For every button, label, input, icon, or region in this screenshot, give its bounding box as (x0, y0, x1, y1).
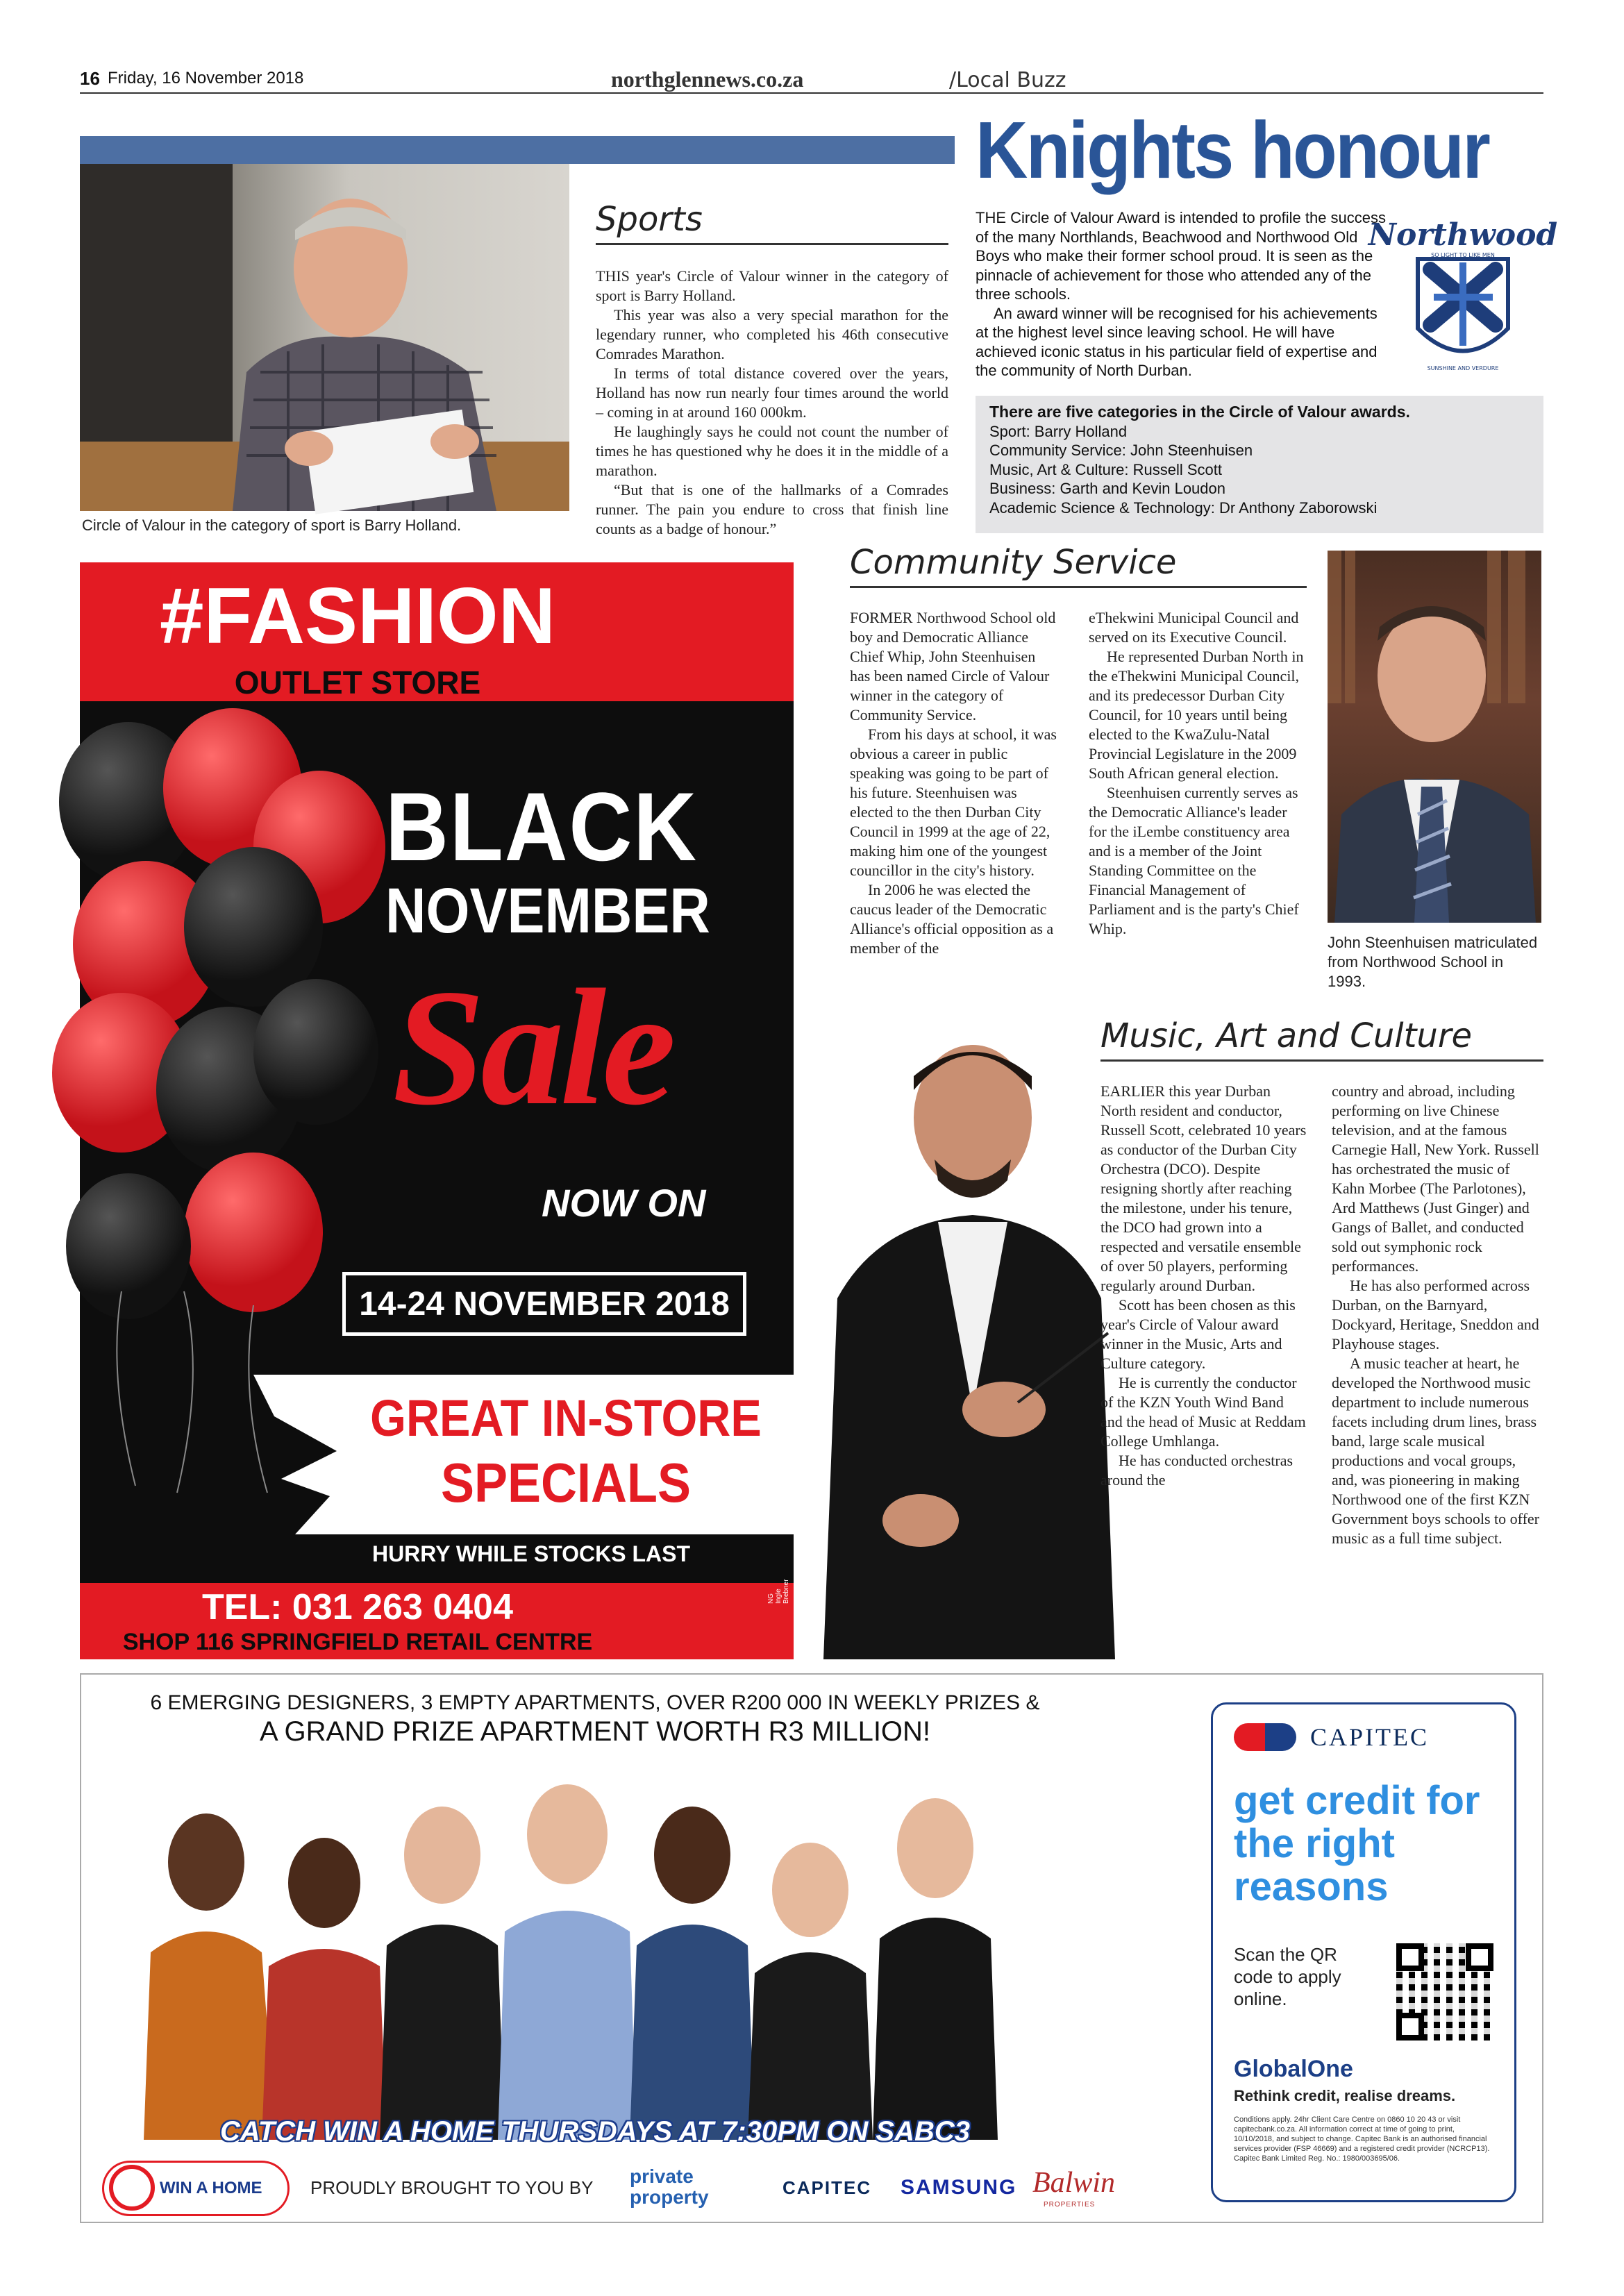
site-name: northglennews.co.za (611, 67, 804, 92)
fashion-shop: SHOP 116 SPRINGFIELD RETAIL CENTRE (122, 1629, 593, 1655)
music-paragraph: A music teacher at heart, he developed the Northwood music department to include numerous facets including drum lines, brass band, large scale musical productions and vocal groups, and, was pioneering in making Northwood one of the first KZN Government boys schools to offer music as a full time subject. (1332, 1355, 1539, 1547)
john-steenhuisen-caption: John Steenhuisen matriculated from Northwood School in 1993. (1328, 934, 1538, 990)
capitec-credit-line: get credit for the right reasons (1234, 1778, 1480, 1909)
intro-paragraph: An award winner will be recognised for his achievements at the highest level since leaving school. He will have achieved iconic status in his particular field of expertise and the community of North Durban. (976, 304, 1378, 379)
sponsor-samsung[interactable]: SAMSUNG (901, 2176, 1017, 2199)
fashion-brand: #FASHION (159, 572, 556, 660)
page-number: 16 (80, 68, 100, 89)
logo-motto-lower: SUNSHINE AND VERDURE (1427, 365, 1499, 371)
win-a-home-logo-text: WIN A HOME (160, 2179, 262, 2197)
win-a-home-ad (80, 1673, 1543, 2223)
sports-paragraph: This year was also a very special marathon for the legendary runner, who completed his 46th consecutive Comrades Marathon. (596, 306, 948, 362)
sports-paragraph: “But that is one of the hallmarks of a Comrades runner. The pain you endure to cross that finish line counts as a badge of honour.” (596, 481, 948, 537)
community-col2 (1089, 608, 1304, 939)
john-steenhuisen-photo (1328, 551, 1541, 923)
hurry-text: HURRY WHILE STOCKS LAST (371, 1541, 691, 1566)
headline: Knights honour (976, 105, 1489, 195)
northwood-logo (1368, 207, 1558, 384)
fashion-ad (80, 562, 794, 1659)
specials-line2: SPECIALS (440, 1452, 692, 1514)
header-rule (80, 92, 1543, 94)
win-ad-top1: 6 EMERGING DESIGNERS, 3 EMPTY APARTMENTS, OVER R200 000 IN WEEKLY PRIZES & (150, 1691, 1040, 1714)
category-item: Business: Garth and Kevin Loudon (989, 480, 1226, 497)
music-paragraph: He has also performed across Durban, on the Barnyard, Dockyard, Heritage, Sneddon and Playhouse stages. (1332, 1277, 1539, 1352)
fashion-sub: OUTLET STORE (234, 664, 481, 701)
community-paragraph: Steenhuisen currently serves as the Democratic Alliance's leader for the iLembe constituency area and is a member of the Joint Standing Committee on the Financial Management of Parliament and is the party's Chief Whip. (1089, 784, 1299, 937)
qr-code[interactable] (1396, 1943, 1493, 2041)
black-text: BLACK (385, 772, 698, 881)
sale-text: Sale (392, 955, 672, 1139)
intro-text (976, 208, 1392, 380)
logo-motto: SO LIGHT TO LIKE MEN (1431, 252, 1495, 258)
sponsor-balwin-sub: PROPERTIES (1044, 2201, 1096, 2209)
logo-wordmark: Northwood (1368, 217, 1558, 253)
music-col1 (1100, 1082, 1309, 1490)
page-date: Friday, 16 November 2018 (108, 69, 304, 87)
community-paragraph: In 2006 he was elected the caucus leader of the Democratic Alliance's official opposition as a member of the (850, 881, 1054, 957)
specials-line1: GREAT IN-STORE (370, 1389, 762, 1447)
capitec-rethink: Rethink credit, realise dreams. (1234, 2087, 1456, 2104)
sponsor-capitec[interactable]: CAPITEC (782, 2177, 872, 2198)
sale-dates-text: 14-24 NOVEMBER 2018 (359, 1285, 730, 1323)
capitec-conditions: Conditions apply. 24hr Client Care Centre on 0860 10 20 43 or visit capitecbank.co.za. All information correct at time of going to print, 10/10/2018, and subject to change. Capitec Bank is an authorised financial services provider (FSP 46669) and a registered credit provider (NCRCP13). Capitec Bank Limited Reg. No.: 1980/003695/06. (1234, 2115, 1490, 2163)
capitec-scan-row (1234, 1943, 1493, 2041)
music-paragraph: EARLIER this year Durban North resident and conductor, Russell Scott, celebrated 10 years as conductor of the Durban City Orchestra (DCO). Despite resigning shortly after reaching the milestone, under his tenure, the DCO had grown into a respected and versatile ensemble of over 50 players, performing regularly around Durban. (1100, 1082, 1307, 1294)
music-paragraph: country and abroad, including performing on live Chinese television, and at the famous Carnegie Hall, New York. Russell has orchestrated the music of Kahn Morbee (The Parlotones), Ard Matthews (Just Ginger) and Gangs of Ballet, and conducted sold out symphonic rock performances. (1332, 1082, 1539, 1275)
category-item: Music, Art & Culture: Russell Scott (989, 460, 1222, 478)
sports-story (596, 267, 948, 539)
fashion-tel: TEL: 031 263 0404 (201, 1587, 514, 1627)
page-header (80, 68, 1543, 92)
sports-paragraph: He laughingly says he could not count the number of times he has questioned why he does it in the middle of a marathon. (596, 423, 948, 479)
capitec-brand: CAPITEC (1310, 1723, 1430, 1751)
fashion-credit: NG Ingle Brebner (767, 1579, 790, 1604)
music-heading: Music, Art and Culture (1100, 1016, 1543, 1062)
win-ad-top2: A GRAND PRIZE APARTMENT WORTH R3 MILLION! (259, 1716, 931, 1747)
capitec-logo-icon (1234, 1723, 1296, 1751)
capitec-panel (1211, 1702, 1516, 2202)
now-on-text: NOW ON (542, 1181, 706, 1225)
categories-title: There are five categories in the Circle of Valour awards. (989, 403, 1410, 421)
brought-by: PROUDLY BROUGHT TO YOU BY (310, 2177, 594, 2198)
sale-dates (342, 1272, 746, 1336)
capitec-logo-row (1234, 1723, 1493, 1752)
win-ad-banner: CATCH WIN A HOME THURSDAYS AT 7:30PM ON SABC3 (219, 2116, 971, 2147)
russell-scott-photo (823, 1021, 1115, 1659)
barry-holland-photo (80, 164, 569, 511)
intro-paragraph: THE Circle of Valour Award is intended to profile the success of the many Northlands, Beachwood and Northwood Old Boys who make their former school proud. It is seen as the pinnacle of achievement for those who attended any of the three schools. (976, 209, 1387, 303)
sports-paragraph: In terms of total distance covered over the years, Holland has now run nearly four times around the world – coming in at around 160 000km. (596, 364, 948, 421)
community-paragraph: He represented Durban North in the eThekwini Municipal Council, and its predecessor Durban City Council, for 10 years until being elected to the KwaZulu-Natal Provincial Legislature in the 2009 South African general election. (1089, 648, 1304, 782)
sports-heading: Sports (596, 200, 948, 245)
capitec-globalone: GlobalOne (1234, 2056, 1353, 2082)
community-paragraph: eThekwini Municipal Council and served on its Executive Council. (1089, 609, 1299, 646)
home-icon (109, 2165, 155, 2211)
categories-box (976, 396, 1543, 533)
category-item: Community Service: John Steenhuisen (989, 442, 1253, 459)
headline-bar (80, 136, 955, 164)
music-col2 (1332, 1082, 1543, 1548)
music-paragraph: Scott has been chosen as this year's Circle of Valour award winner in the Music, Arts and Culture category. (1100, 1296, 1296, 1372)
section-name: /Local Buzz (949, 68, 1066, 92)
barry-holland-caption: Circle of Valour in the category of sport is Barry Holland. (82, 517, 462, 534)
community-paragraph: FORMER Northwood School old boy and Democratic Alliance Chief Whip, John Steenhuisen has been named Circle of Valour winner in the category of Community Service. (850, 609, 1056, 723)
category-item: Sport: Barry Holland (989, 422, 1128, 440)
music-paragraph: He has conducted orchestras around the (1100, 1452, 1294, 1489)
community-paragraph: From his days at school, it was obvious a career in public speaking was going to be part of his future. Steenhuisen was elected to the then Durban City Council in 1999 at the age of 22, making him one of the youngest councillor in the city's history. (850, 726, 1057, 879)
category-item: Academic Science & Technology: Dr Anthony Zaborowski (989, 498, 1378, 517)
community-heading: Community Service (850, 543, 1307, 588)
november-text: NOVEMBER (385, 875, 710, 946)
music-paragraph: He is currently the conductor of the KZN Youth Wind Band and the head of Music at Reddam College Umhlanga. (1100, 1374, 1306, 1450)
sponsor-balwin[interactable]: Balwin (1032, 2167, 1116, 2199)
sports-paragraph: THIS year's Circle of Valour winner in the category of sport is Barry Holland. (596, 267, 948, 304)
sponsor-private-property[interactable]: private property (630, 2165, 709, 2208)
capitec-scan-text: Scan the QR code to apply online. (1234, 1944, 1341, 2009)
community-col1 (850, 608, 1060, 958)
